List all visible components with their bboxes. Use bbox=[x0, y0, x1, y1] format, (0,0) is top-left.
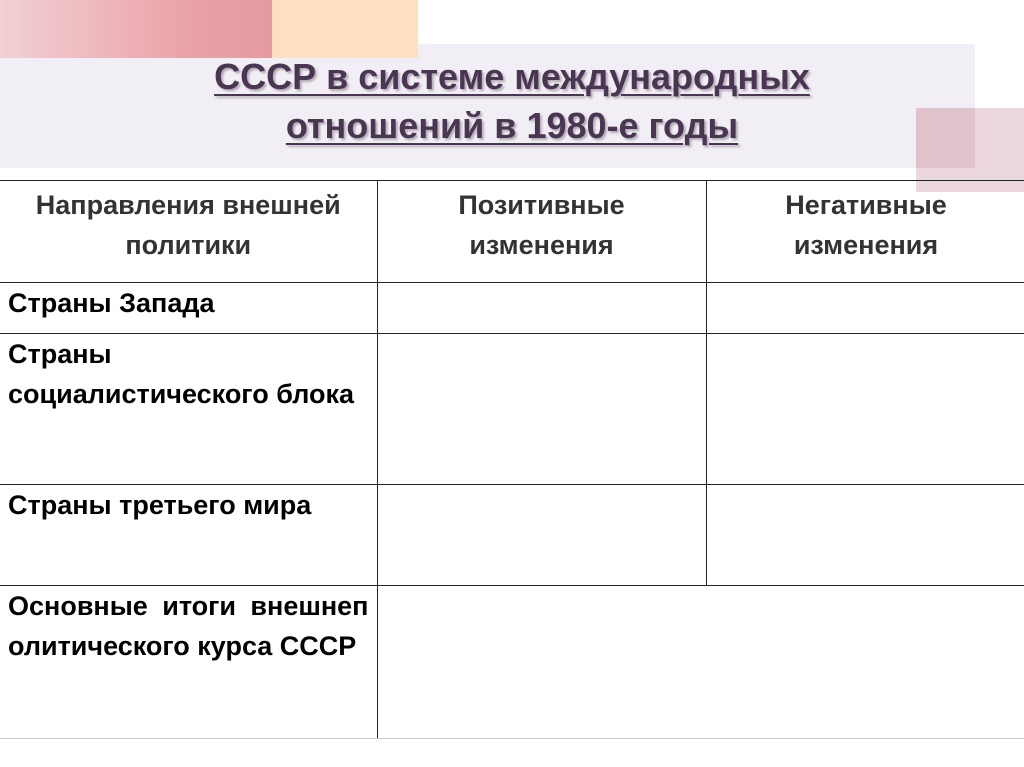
header-negative: Негативные изменения bbox=[706, 181, 1024, 283]
header-directions: Направления внешней политики bbox=[0, 181, 377, 283]
cell-results-merged[interactable] bbox=[377, 586, 1024, 739]
title-line-1: СССР в системе международных bbox=[214, 56, 810, 97]
cell-third-world-negative[interactable] bbox=[706, 485, 1024, 586]
decor-peach-block bbox=[272, 0, 418, 58]
row-label-west: Страны Запада bbox=[0, 283, 377, 334]
table-row bbox=[0, 586, 1024, 739]
cell-socialist-positive[interactable] bbox=[377, 334, 706, 485]
row-label-third-world: Страны третьего мира bbox=[0, 485, 377, 586]
policy-table bbox=[0, 180, 1024, 739]
cell-socialist-negative[interactable] bbox=[706, 334, 1024, 485]
decor-pink-block bbox=[0, 0, 272, 58]
title-line-2: отношений в 1980-е годы bbox=[285, 105, 739, 146]
cell-third-world-positive[interactable] bbox=[377, 485, 706, 586]
row-label-results: Основные итоги внешнеполитического курса СССР bbox=[0, 586, 377, 739]
slide-title bbox=[0, 52, 1024, 150]
cell-west-positive[interactable] bbox=[377, 283, 706, 334]
table-row bbox=[0, 485, 1024, 586]
table-header-row bbox=[0, 181, 1024, 283]
bottom-divider bbox=[0, 738, 1024, 739]
table-row bbox=[0, 334, 1024, 485]
table-row bbox=[0, 283, 1024, 334]
cell-west-negative[interactable] bbox=[706, 283, 1024, 334]
row-label-socialist: Страны социалистического блока bbox=[0, 334, 377, 485]
header-positive: Позитивные изменения bbox=[377, 181, 706, 283]
